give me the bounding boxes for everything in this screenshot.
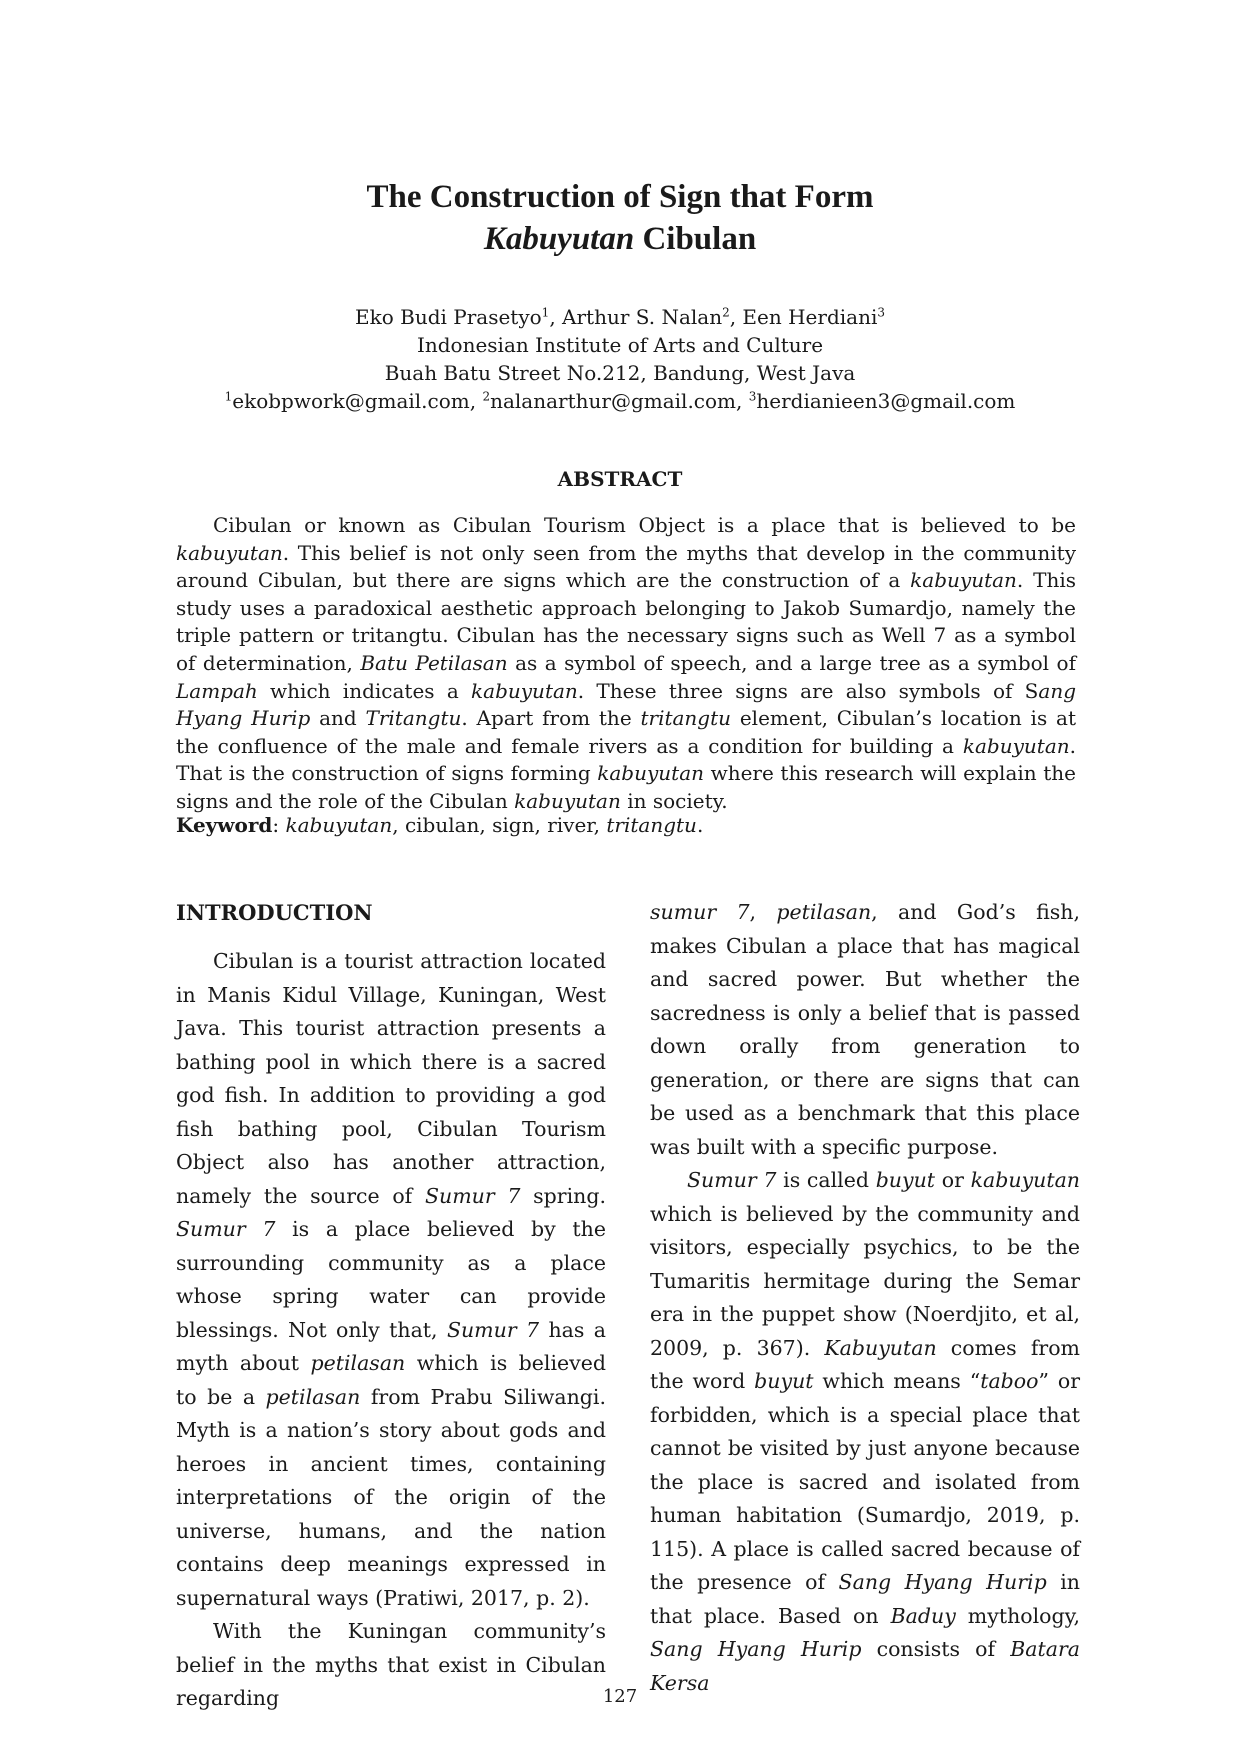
email-2-sup: 2 <box>482 389 491 404</box>
address: Buah Batu Street No.212, Bandung, West Java <box>384 361 856 385</box>
title-line-2 <box>0 218 1240 260</box>
title-italic: Kabuyutan <box>483 221 635 257</box>
paper-title <box>0 176 1240 260</box>
intro-paragraph-3: Sumur 7 is called buyut or kabuyutan which is believed by the community and visitors, especially psychics, to be the Tumaritis hermitage during the Semar era in the puppet show (Noerdjito, et al, 2009, p. 367). Kabuyutan comes from the word buyut which means “taboo” or forbidden, which is a special place that cannot be visited by just anyone because the place is sacred and isolated from human habitation (Sumardjo, 2019, p. 115). A place is called sacred because of the presence of Sang Hyang Hurip in that place. Based on Baduy mythology, Sang Hyang Hurip consists of Batara Kersa <box>650 1168 1081 1695</box>
title-rest: Cibulan <box>634 221 757 257</box>
author-2: , Arthur S. Nalan <box>549 305 723 329</box>
page-number: 127 <box>602 1686 638 1707</box>
abstract-heading: ABSTRACT <box>557 467 683 491</box>
email-1-sup: 1 <box>224 389 233 404</box>
intro-paragraph-2: With the Kuningan community’s belief in the myths that exist in Cibulan regarding <box>176 1619 606 1710</box>
introduction-heading: INTRODUCTION <box>176 900 373 925</box>
author-names <box>0 303 1240 331</box>
emails <box>0 387 1240 415</box>
email-3: herdianieen3@gmail.com <box>756 389 1016 413</box>
keyword-label: Keyword <box>176 813 273 837</box>
keywords: Keyword: kabuyutan, cibulan, sign, river, tritangtu. <box>176 813 704 837</box>
abstract-body: Cibulan or known as Cibulan Tourism Object is a place that is believed to be kabuyutan. This belief is not only seen from the myths that develop in the community around Cibulan, but there are signs which are the construction of a kabuyutan. This study uses a paradoxical aesthetic approach belonging to Jakob Sumardjo, namely the triple pattern or tritangtu. Cibulan has the necessary signs such as Well 7 as a symbol of determination, Batu Petilasan as a symbol of speech, and a large tree as a symbol of Lampah which indicates a kabuyutan. These three signs are also symbols of Sang Hyang Hurip and Tritangtu. Apart from the tritangtu element, Cibulan’s location is at the confluence of the male and female rivers as a condition for building a kabuyutan. That is the construction of signs forming kabuyutan where this research will explain the signs and the role of the Cibulan kabuyutan in society. <box>176 513 1076 813</box>
intro-paragraph-1: Cibulan is a tourist attraction located in Manis Kidul Village, Kuningan, West Java. This tourist attraction presents a bathing pool in which there is a sacred god fish. In addition to providing a god fish bathing pool, Cibulan Tourism Object also has another attraction, namely the source of Sumur 7 spring. Sumur 7 is a place believed by the surrounding community as a place whose spring water can provide blessings. Not only that, Sumur 7 has a myth about petilasan which is believed to be a petilasan from Prabu Siliwangi. Myth is a nation’s story about gods and heroes in ancient times, containing interpretations of the origin of the universe, humans, and the nation contains deep meanings expressed in supernatural ways (Pratiwi, 2017, p. 2). <box>176 949 607 1610</box>
author-3-sup: 3 <box>877 305 885 320</box>
intro-paragraph-2-continued: sumur 7, petilasan, and God’s fish, makes Cibulan a place that has magical and sacred power. But whether the sacredness is only a belief that is passed down orally from generation to generation, or there are signs that can be used as a benchmark that this place was built with a specific purpose. <box>650 900 1080 1159</box>
email-3-sup: 3 <box>748 389 757 404</box>
author-3: , Een Herdiani <box>729 305 878 329</box>
right-column <box>650 896 1080 1700</box>
email-2: nalanarthur@gmail.com, <box>490 389 749 413</box>
author-2-sup: 2 <box>722 305 730 320</box>
author-1-sup: 1 <box>541 305 550 320</box>
title-line-1: The Construction of Sign that Form <box>366 179 874 215</box>
author-block <box>0 303 1240 415</box>
author-1: Eko Budi Prasetyo <box>355 305 542 329</box>
email-1: ekobpwork@gmail.com, <box>232 389 483 413</box>
institution: Indonesian Institute of Arts and Culture <box>416 333 824 357</box>
left-column <box>176 896 606 1716</box>
